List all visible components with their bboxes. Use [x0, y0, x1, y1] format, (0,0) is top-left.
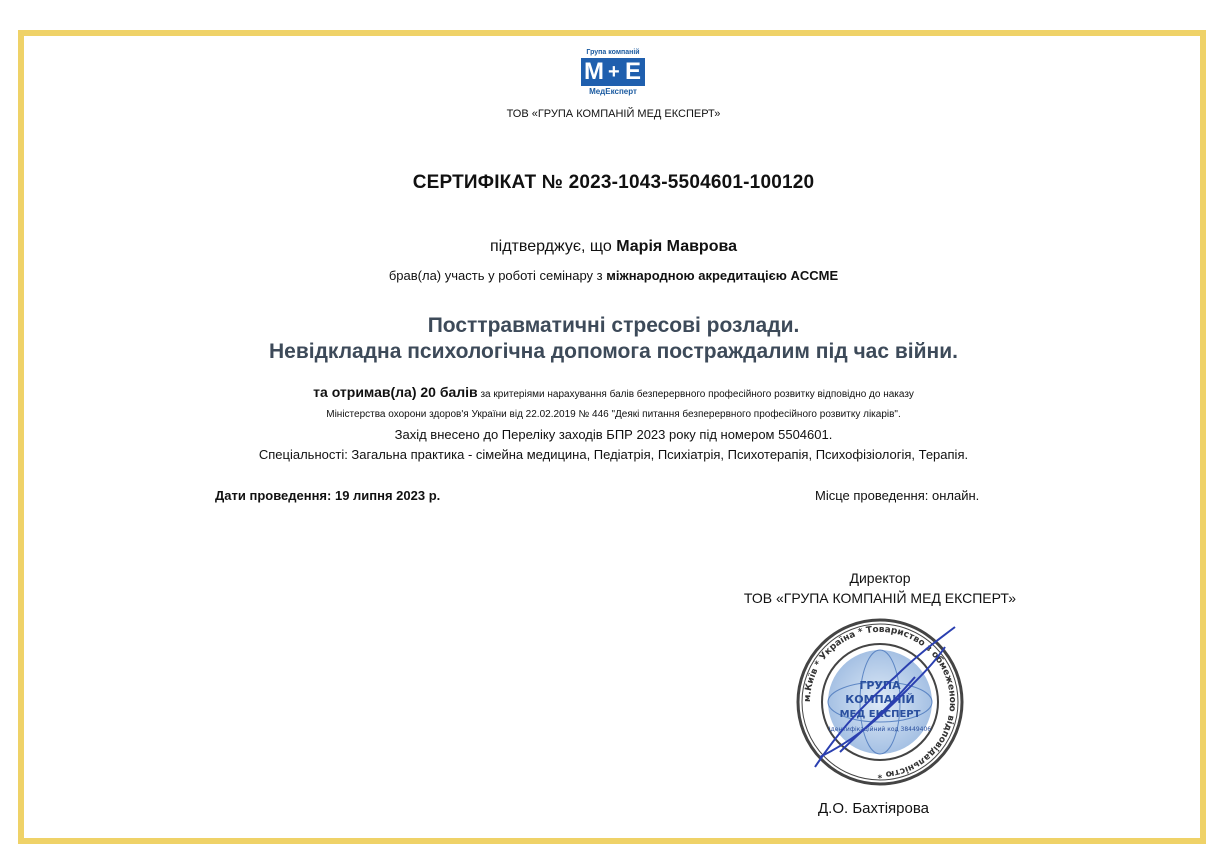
- certificate-title: СЕРТИФІКАТ № 2023-1043-5504601-100120: [412, 172, 815, 193]
- logo-bottom-text: МедЕксперт: [589, 87, 637, 96]
- stamp-center-2: КОМПАНІЙ: [845, 693, 915, 706]
- seminar-title: [0, 313, 1227, 365]
- signer-name: Д.О. Бахтіярова: [818, 800, 929, 817]
- company-logo: [579, 49, 647, 99]
- director-title: Директор: [849, 570, 911, 586]
- seminar-title-line-1: Посттравматичні стресові розлади.: [427, 314, 800, 337]
- stamp-outer-text: м.Київ * Україна * Товариство з обмеженою відповідальністю *: [802, 624, 958, 780]
- event-place: Місце проведення: онлайн.: [815, 488, 980, 503]
- points-rest: за критеріями нарахування балів безперервного професійного розвитку відповідно до наказу: [480, 389, 914, 400]
- specialties-line: Спеціальності: Загальна практика - сімейна медицина, Педіатрія, Психіатрія, Психотерапія, Психофізіологія, Терапія.: [258, 447, 969, 462]
- accreditation-text: міжнародною акредитацією ACCME: [606, 268, 839, 283]
- company-name: ТОВ «ГРУПА КОМПАНІЙ МЕД ЕКСПЕРТ»: [506, 108, 721, 120]
- company-stamp: [795, 617, 965, 787]
- stamp-center-3: МЕД ЕКСПЕРТ: [839, 709, 921, 720]
- confirm-prefix: підтверджує, що: [490, 238, 612, 255]
- participation-line: [0, 268, 1227, 283]
- recipient-name: Марія Маврова: [616, 238, 737, 255]
- ministry-order-line: Міністерства охорони здоров'я України від 22.02.2019 № 446 "Деякі питання безперервного професійного розвитку лікарів".: [326, 409, 901, 420]
- points-line: [0, 384, 1227, 400]
- confirmation-line: [0, 238, 1227, 256]
- participation-prefix: брав(ла) участь у роботі семінару з: [388, 268, 603, 283]
- logo-top-text: Група компаній: [586, 49, 640, 56]
- stamp-center-1: ГРУПА: [859, 679, 901, 692]
- director-company: ТОВ «ГРУПА КОМПАНІЙ МЕД ЕКСПЕРТ»: [743, 590, 1017, 606]
- seminar-title-line-2: Невідкладна психологічна допомога постраждалим під час війни.: [269, 340, 958, 363]
- stamp-code: Ідентифікаційний код 38449406: [828, 726, 932, 733]
- logo-mark: M + E: [581, 58, 645, 86]
- points-bold: та отримав(ла) 20 балів: [313, 384, 478, 400]
- registered-line: Захід внесено до Переліку заходів БПР 2023 року під номером 5504601.: [394, 427, 833, 442]
- event-dates: Дати проведення: 19 липня 2023 р.: [215, 488, 441, 503]
